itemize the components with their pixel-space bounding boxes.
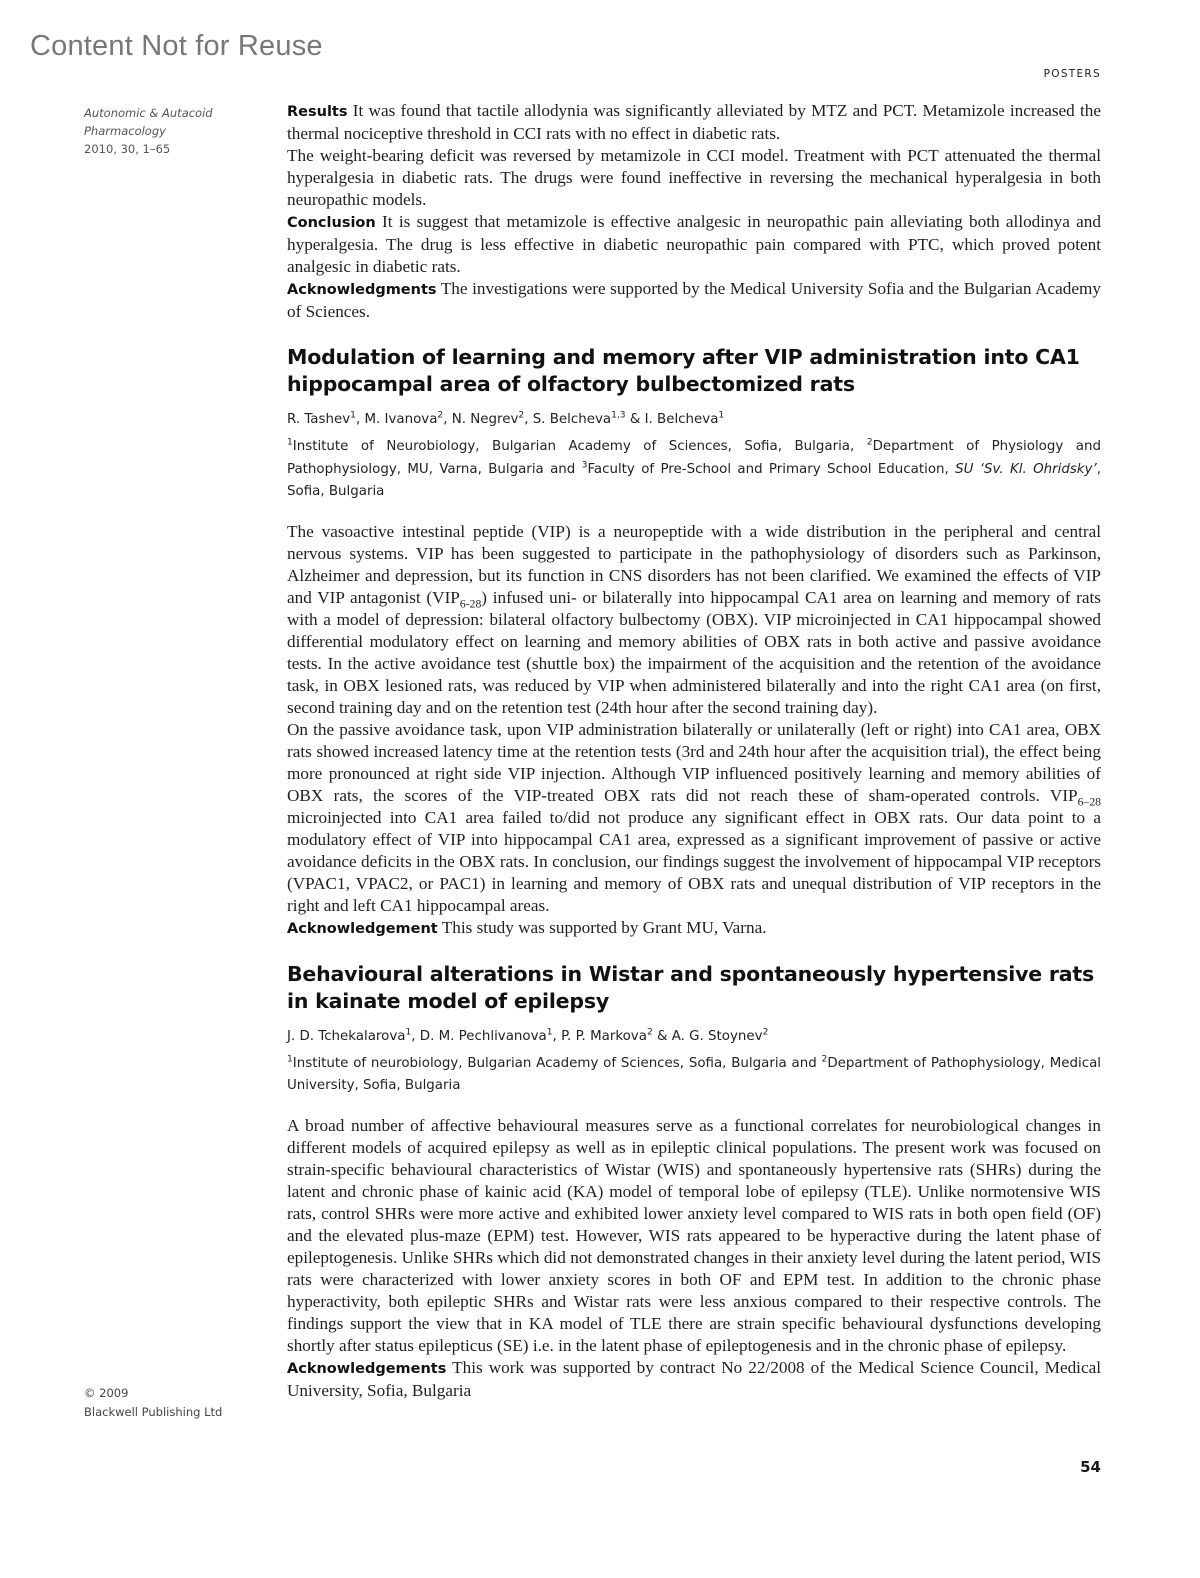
acknowledgments-label: Acknowledgments bbox=[287, 282, 437, 298]
conclusion-label: Conclusion bbox=[287, 215, 376, 231]
subscript: 6-28 bbox=[459, 596, 482, 610]
acknowledgement-paragraph bbox=[287, 917, 1101, 940]
author-name: N. Negrev bbox=[451, 412, 519, 427]
author-name: J. D. Tchekalarova bbox=[287, 1028, 406, 1044]
paragraph-text: microinjected into CA1 area failed to/did not produce any significant effect in OBX rats. Our data point to a modulatory effect of VIP into hippocampal CA1 area, expressed as a significant improvement of passive or active avoidance deficits in the OBX rats. In conclusion, our findings suggest the involvement of hippocampal VIP receptors (VPAC1, VPAC2, or PAC1) in learning and memory of OBX rats and unequal distribution of VIP receptors in the right and left CA1 hippocampal areas. bbox=[287, 807, 1101, 915]
author-name: P. P. Markova bbox=[561, 1028, 647, 1044]
acknowledgements-text: This work was supported by contract No 22/2008 of the Medical Science Council, Medical University, Sofia, Bulgaria bbox=[287, 1357, 1101, 1400]
affil-marker: 1 bbox=[287, 437, 293, 448]
author-list: R. Tashev$^1$, M. Ivanova$^2$, N. Negrev$^2$, S. Belcheva$^{1,3}$ & I. Belcheva$^1$ bbox=[287, 410, 725, 427]
paragraph-text: The vasoactive intestinal peptide (VIP) is a neuropeptide with a wide distribution in the peripheral and central nervous systems. VIP has been suggested to participate in the pathophysiology of disorders such as Parkinson, Alzheimer and depression, but its function in CNS disorders has not been clarified. We examined the effects of VIP and VIP antagonist (VIP bbox=[287, 521, 1101, 607]
article-title: Behavioural alterations in Wistar and spontaneously hypertensive rats in kainate model of epilepsy bbox=[287, 961, 1095, 1013]
affiliation-2: Department of Physiology and Pathophysiology, MU, Varna, Bulgaria and bbox=[287, 439, 1101, 477]
affil-marker: 2 bbox=[866, 437, 873, 448]
author-name: M. Ivanova bbox=[364, 412, 438, 427]
affiliation-3: Faculty of Pre-School and Primary School Education, bbox=[587, 461, 956, 477]
author-name: A. G. Stoynev bbox=[671, 1028, 763, 1044]
journal-citation: 2010, 30, 1–65 bbox=[84, 142, 171, 156]
conclusion-paragraph bbox=[287, 211, 1101, 278]
paragraph-text: A broad number of affective behavioural measures serve as a functional correlates for neurobiological changes in different models of acquired epilepsy as well as in epileptic clinical populations. The present work was focused on strain-specific behavioural characteristics of Wistar (WIS) and spontaneously hypertensive rats (SHRs) during the latent and chronic phase of kainic acid (KA) model of temporal lobe of epilepsy (TLE). Unlike normotensive WIS rats, control SHRs were more active and exhibited lower anxiety level compared to WIS rats in both open field (OF) and the elevated plus-maze (EPM) test. However, WIS rats appeared to be hyperactive during the latent phase of epileptogenesis. Unlike SHRs which did not demonstrated changes in their anxiety level during the latent period, WIS rats were characterized with lower anxiety scores in both OF and EPM test. In addition to the chronic phase hyperactivity, both epileptic SHRs and Wistar rats were less anxious compared to their respective controls. The findings support the view that in KA model of TLE there are strain specific behavioural dysfunctions developing shortly after status epilepticus (SE) i.e. in the latent phase of epileptogenesis and in the chronic phase of epilepsy. bbox=[287, 1115, 1101, 1355]
acknowledgement-text: This study was supported by Grant MU, Varna. bbox=[441, 917, 767, 937]
journal-name-line2: Pharmacology bbox=[84, 124, 166, 138]
acknowledgement-label: Acknowledgement bbox=[287, 920, 438, 937]
affiliation-3-italic: SU ‘Sv. Kl. Ohridsky’ bbox=[955, 461, 1097, 477]
affil-marker: 2 bbox=[821, 1054, 828, 1065]
acknowledgments-text: The investigations were supported by the Medical University Sofia and the Bulgarian Academy of Sciences. bbox=[287, 279, 1101, 321]
affiliation-1: Institute of Neurobiology, Bulgarian Academy of Sciences, Sofia, Bulgaria, bbox=[292, 439, 867, 454]
author-name: R. Tashev bbox=[287, 412, 351, 427]
article-body bbox=[287, 521, 1101, 940]
top-abstract bbox=[287, 100, 1101, 323]
author-affil-marker: 1 bbox=[350, 410, 356, 421]
author-affil-marker: 1,3 bbox=[611, 410, 626, 421]
results-text-2: The weight-bearing deficit was reversed by metamizole in CCI model. Treatment with PCT attenuated the thermal hyperalgesia in diabetic rats. The drugs were found ineffective in reversing the mechanical hyperalgesia in both neuropathic models. bbox=[287, 146, 1101, 209]
affil-marker: 1 bbox=[287, 1054, 293, 1065]
body-paragraph bbox=[287, 521, 1101, 719]
affiliations bbox=[287, 436, 1101, 504]
affiliation-2: Department of Pathophysiology, Medical University, Sofia, Bulgaria bbox=[287, 1055, 1101, 1093]
author-name: S. Belcheva bbox=[532, 412, 612, 427]
copyright-publisher: Blackwell Publishing Ltd bbox=[84, 1405, 223, 1419]
author-affil-marker: 1 bbox=[546, 1027, 553, 1038]
page-number: 54 bbox=[1080, 1458, 1101, 1476]
body-paragraph bbox=[287, 719, 1101, 917]
section-label: POSTERS bbox=[1043, 68, 1101, 80]
main-column bbox=[287, 100, 1101, 1402]
author-name: D. M. Pechlivanova bbox=[419, 1028, 547, 1044]
author-affil-marker: 1 bbox=[718, 410, 725, 421]
acknowledgements-paragraph bbox=[287, 1357, 1101, 1402]
affiliation-1: Institute of neurobiology, Bulgarian Academy of Sciences, Sofia, Bulgaria and bbox=[292, 1055, 822, 1071]
subscript: 6–28 bbox=[1077, 794, 1101, 808]
affiliation-3-end: , Sofia, Bulgaria bbox=[287, 461, 1101, 499]
results-text: It was found that tactile allodynia was significantly alleviated by MTZ and PCT. Metamizole increased the thermal nociceptive threshold in CCI rats with no effect in diabetic rats. bbox=[287, 101, 1102, 143]
acknowledgments-paragraph bbox=[287, 278, 1101, 323]
affiliations bbox=[287, 1053, 1101, 1098]
copyright-year: © 2009 bbox=[84, 1386, 129, 1400]
paragraph-text: On the passive avoidance task, upon VIP administration bilaterally or unilaterally (left or right) into CA1 area, OBX rats showed increased latency time at the retention tests (3rd and 24th hour after the acquisition trial), the effect being more pronounced at right side VIP injection. Although VIP influenced positively learning and memory abilities of OBX rats, the scores of the VIP-treated OBX rats did not reach these of sham-operated controls. VIP bbox=[287, 719, 1101, 805]
paragraph-text: ) infused uni- or bilaterally into hippocampal CA1 area on learning and memory of rats with a model of depression: bilateral olfactory bulbectomy (OBX). VIP microinjected in CA1 hippocampal showed differential modulatory effect on learning and memory abilities of OBX rats in both active and passive avoidance tests. In the active avoidance test (shuttle box) the impairment of the acquisition and the retention of the avoidance task, in OBX lesioned rats, was reduced by VIP when administered bilaterally and into the right CA1 area (on first, second training day and on the retention test (24th hour after the second training day). bbox=[287, 587, 1101, 717]
copyright-notice bbox=[84, 1384, 254, 1422]
journal-name-line1: Autonomic & Autacoid bbox=[84, 106, 213, 120]
watermark: Content Not for Reuse bbox=[30, 30, 323, 62]
author-affil-marker: 1 bbox=[405, 1027, 412, 1038]
journal-info bbox=[84, 104, 254, 158]
article-body bbox=[287, 1115, 1101, 1402]
results-label: Results bbox=[287, 104, 348, 120]
author-affil-marker: 2 bbox=[437, 410, 444, 421]
results-paragraph-2 bbox=[287, 145, 1101, 211]
affil-marker: 3 bbox=[581, 460, 588, 471]
author-name: I. Belcheva bbox=[644, 412, 719, 427]
author-affil-marker: 2 bbox=[762, 1027, 769, 1038]
results-paragraph bbox=[287, 100, 1101, 145]
body-paragraph bbox=[287, 1115, 1101, 1357]
author-list: J. D. Tchekalarova$^1$, D. M. Pechlivanova$^1$, P. P. Markova$^2$ & A. G. Stoynev$^2$ bbox=[287, 1027, 769, 1044]
acknowledgements-label: Acknowledgements bbox=[287, 1360, 447, 1377]
author-affil-marker: 2 bbox=[518, 410, 525, 421]
conclusion-text: It is suggest that metamizole is effective analgesic in neuropathic pain alleviating both allodinya and hyperalgesia. The drug is less effective in diabetic neuropathic pain compared with PTC, which proved potent analgesic in diabetic rats. bbox=[287, 212, 1101, 276]
author-affil-marker: 2 bbox=[646, 1027, 653, 1038]
article-title: Modulation of learning and memory after VIP administration into CA1 hippocampal area of olfactory bulbectomized rats bbox=[287, 345, 1080, 396]
